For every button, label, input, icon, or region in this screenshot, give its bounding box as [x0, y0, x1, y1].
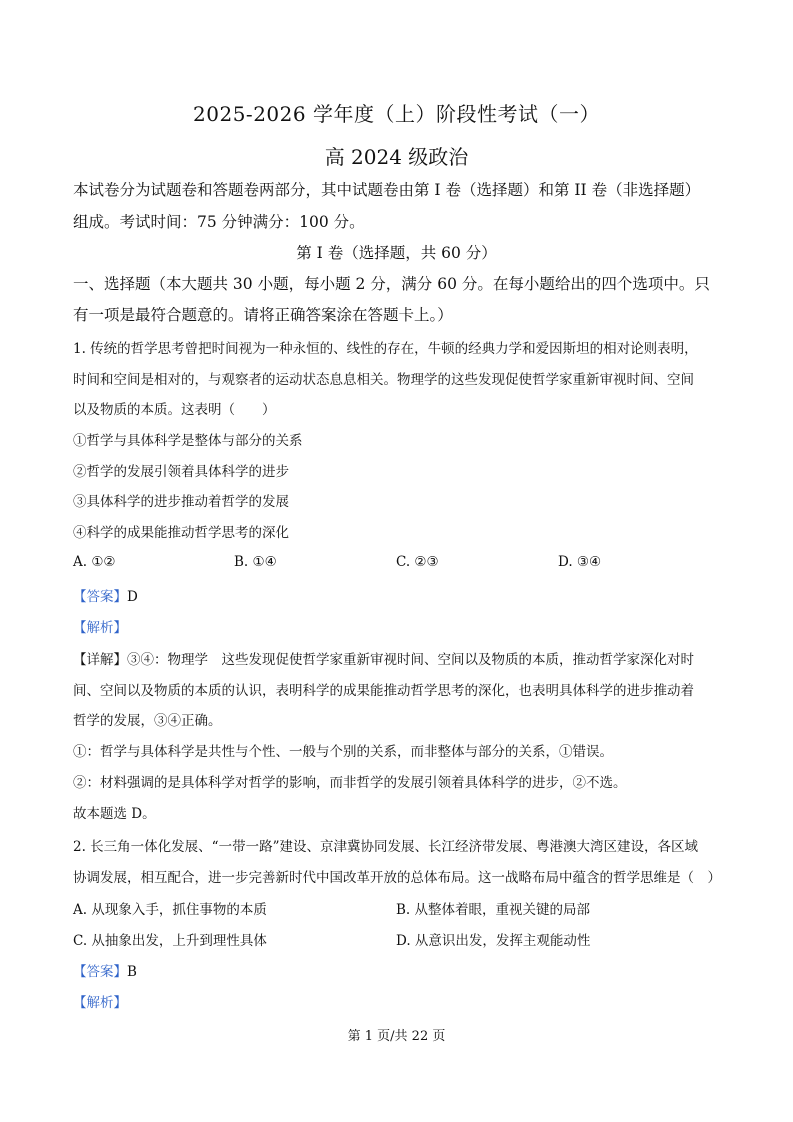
- q1-option-d: D. ③④: [558, 554, 602, 570]
- q1-answer: [73, 585, 138, 605]
- detail-text: ③④：物理学 这些发现促使哲学家重新审视时间、空间以及物质的本质，推动哲学家深化对时: [127, 652, 694, 668]
- q1-note-1: ①：哲学与具体科学是共性与个性、一般与个别的关系，而非整体与部分的关系，①错误。: [73, 744, 613, 760]
- q1-option-a: A. ①②: [73, 554, 116, 570]
- q1-stem-line-3: 以及物质的本质。这表明（ ）: [73, 402, 276, 418]
- answer-tag: 【答案】: [73, 964, 127, 980]
- q1-detail-line-1: [73, 648, 694, 668]
- exam-title: 2025-2026 学年度（上）阶段性考试（一）: [193, 102, 600, 126]
- q1-option-b: B. ①④: [234, 554, 277, 570]
- q2-stem-line-1: 2. 长三角一体化发展、“一带一路”建设、京津冀协同发展、长江经济带发展、粤港澳大湾区建设，各区域: [73, 839, 698, 855]
- instructions-line-2: 有一项是最符合题意的。请将正确答案涂在答题卡上。）: [73, 306, 453, 324]
- q1-option-c: C. ②③: [396, 554, 439, 570]
- answer-value: B: [127, 964, 137, 980]
- instructions-line-1: 一、选择题（本大题共 30 小题，每小题 2 分，满分 60 分。在每小题给出的四个选项中。只: [73, 275, 710, 293]
- section-heading: 第 I 卷（选择题，共 60 分）: [296, 244, 497, 262]
- q1-stem-line-1: 1. 传统的哲学思考曾把时间视为一种永恒的、线性的存在，牛顿的经典力学和爱因斯坦的相对论则表明，: [73, 341, 698, 357]
- exam-subtitle: 高 2024 级政治: [324, 145, 469, 169]
- q1-note-2: ②：材料强调的是具体科学对哲学的影响，而非哲学的发展引领着具体科学的进步，②不选。: [73, 775, 627, 791]
- answer-value: D: [127, 589, 138, 605]
- q2-analysis-tag: 【解析】: [73, 995, 127, 1011]
- intro-line-2: 组成。考试时间：75 分钟满分：100 分。: [73, 213, 365, 231]
- intro-line-1: 本试卷分为试题卷和答题卷两部分，其中试题卷由第 I 卷（选择题）和第 II 卷（非选择题）: [73, 181, 701, 199]
- q1-analysis-tag: 【解析】: [73, 620, 127, 636]
- q1-conclusion: 故本题选 D。: [73, 806, 156, 822]
- q2-option-c: C. 从抽象出发，上升到理性具体: [73, 933, 267, 949]
- q1-item-1: ①哲学与具体科学是整体与部分的关系: [73, 433, 303, 449]
- q2-option-b: B. 从整体着眼，重视关键的局部: [396, 902, 591, 918]
- page-number: 第 1 页/共 22 页: [347, 1029, 446, 1044]
- q2-option-a: A. 从现象入手，抓住事物的本质: [73, 902, 267, 918]
- q1-detail-line-2: 间、空间以及物质的本质的认识，表明科学的成果能推动哲学思考的深化，也表明具体科学的进步推动着: [73, 683, 694, 699]
- q2-stem-line-2: 协调发展，相互配合，进一步完善新时代中国改革开放的总体布局。这一战略布局中蕴含的哲学思维是（ ）: [73, 870, 721, 886]
- q1-item-4: ④科学的成果能推动哲学思考的深化: [73, 525, 289, 541]
- q1-item-2: ②哲学的发展引领着具体科学的进步: [73, 464, 289, 480]
- q1-detail-line-3: 哲学的发展，③④正确。: [73, 713, 222, 729]
- q2-answer: [73, 960, 137, 980]
- detail-tag: 【详解】: [73, 652, 127, 668]
- answer-tag: 【答案】: [73, 589, 127, 605]
- q2-option-d: D. 从意识出发，发挥主观能动性: [396, 933, 591, 949]
- q1-item-3: ③具体科学的进步推动着哲学的发展: [73, 494, 289, 510]
- q1-stem-line-2: 时间和空间是相对的，与观察者的运动状态息息相关。物理学的这些发现促使哲学家重新审视时间、空间: [73, 372, 694, 388]
